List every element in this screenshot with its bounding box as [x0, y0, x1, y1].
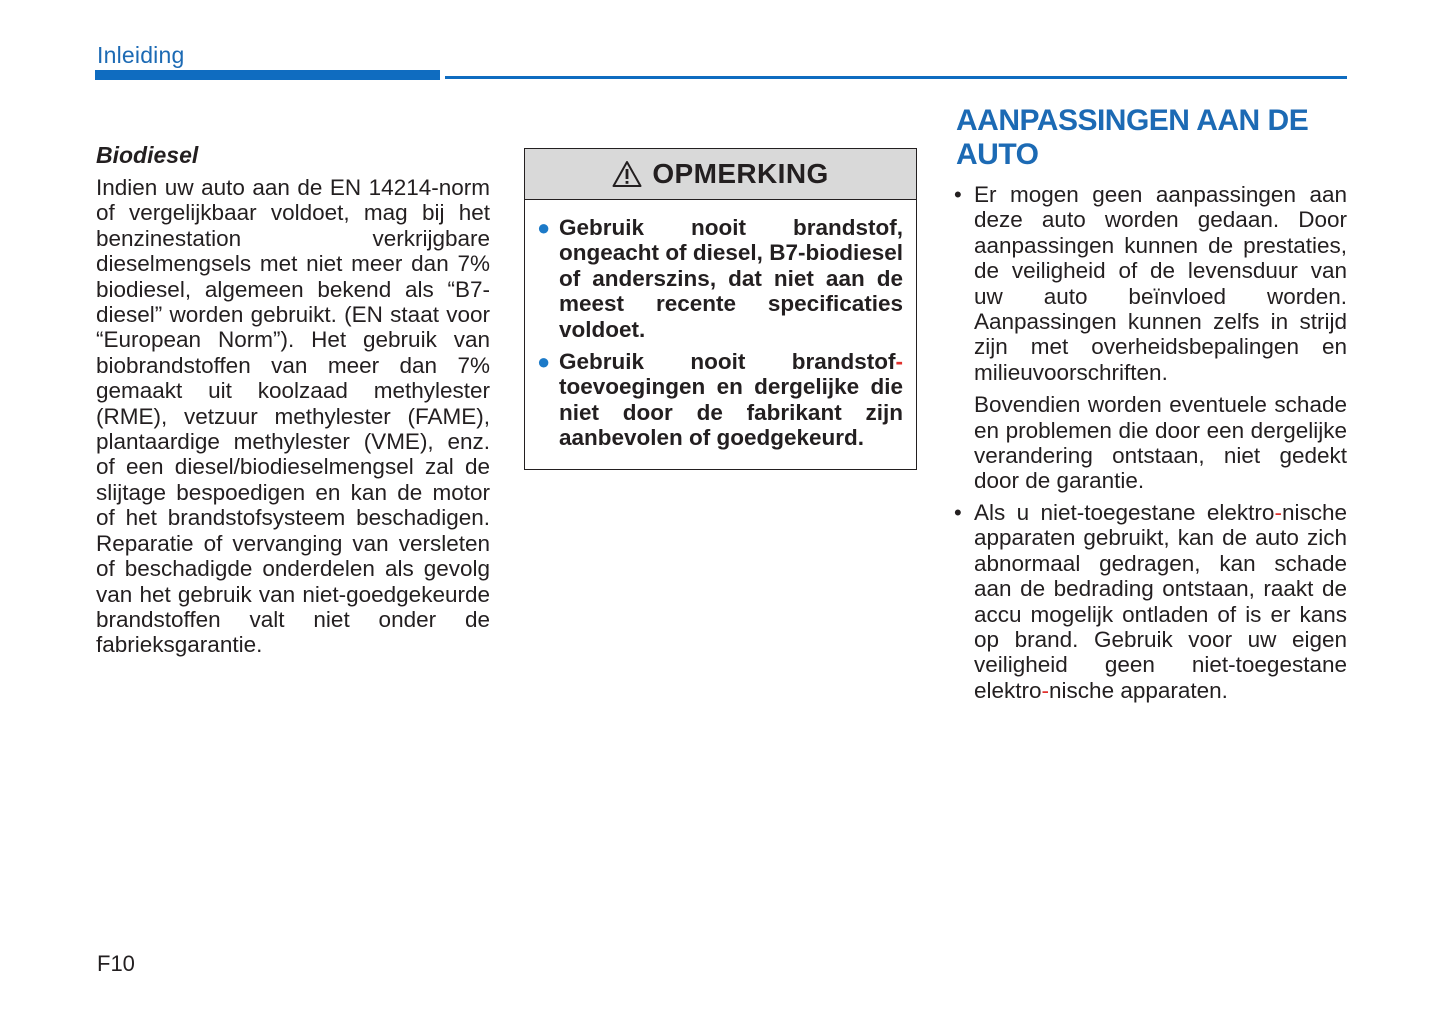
notice-item	[537, 215, 903, 342]
warning-icon	[612, 160, 642, 188]
biodiesel-column	[96, 141, 490, 658]
page-number: F10	[97, 951, 135, 976]
list-item-paragraph: Er mogen geen aanpassingen aan deze auto worden gedaan. Door aanpassingen kunnen de prestaties, de veiligheid of de levensduur van uw auto beïnvloed worden. Aanpassingen kunnen zelfs in strijd zijn met overheidsbepalingen en milieuvoorschriften.	[974, 182, 1347, 385]
notice-item-text: Gebruik nooit brandstof, ongeacht of diesel, B7-biodiesel of anderszins, dat niet aan de meest recente specificaties voldoet.	[559, 215, 903, 342]
header-rule	[445, 76, 1347, 79]
notice-title: OPMERKING	[652, 158, 829, 189]
notice-body	[525, 200, 916, 451]
list-item-paragraph: Als u niet-toegestane elektro-nische apparaten gebruikt, kan de auto zich abnormaal gedragen, kan schade aan de bedrading ontstaan, raakt de accu mogelijk ontladen of is er kans op brand. Gebruik voor uw eigen veiligheid geen niet-toegestane elektro-nische apparaten.	[974, 499, 1347, 703]
list-item-body	[974, 500, 1347, 703]
list-item	[954, 500, 1347, 703]
list-item-body	[974, 182, 1347, 494]
biodiesel-heading: Biodiesel	[96, 142, 199, 168]
modifications-column	[954, 104, 1347, 709]
section-header: Inleiding	[97, 42, 185, 68]
header-bar-thick	[95, 70, 440, 80]
biodiesel-paragraph: Indien uw auto aan de EN 14214-norm of vergelijkbaar voldoet, mag bij het benzinestation verkrijgbare dieselmengsels met niet meer dan 7% biodiesel, algemeen bekend als “B7-diesel” worden gebruikt. (EN staat voor “European Norm”). Het gebruik van biobrandstoffen van meer dan 7% gemaakt uit koolzaad methylester (RME), vetzuur methylester (FAME), plantaardige methylester (VME), enz. of een diesel/biodieselmengsel zal de slijtage bespoedigen en kan de motor of het brandstofsysteem beschadigen. Reparatie of vervanging van versleten of beschadigde onderdelen als gevolg van het gebruik van niet-goedgekeurde brandstoffen valt niet onder de fabrieksgarantie.	[96, 175, 490, 658]
notice-box	[524, 148, 917, 470]
bullet: •	[954, 499, 962, 525]
section-title: AANPASSINGEN AAN DE AUTO	[956, 104, 1309, 171]
bullet: •	[954, 182, 962, 207]
bullet-dot: ●	[537, 215, 551, 240]
notice-header	[525, 149, 916, 200]
bullet-dot: ●	[537, 349, 551, 375]
list-item	[954, 182, 1347, 494]
notice-item-text: Gebruik nooit brandstof-toevoegingen en dergelijke die niet door de fabrikant zijn aanbevolen of goedgekeurd.	[559, 349, 903, 451]
notice-item	[537, 349, 903, 451]
list-item-paragraph: Bovendien worden eventuele schade en problemen die door een dergelijke verandering ontstaan, niet gedekt door de garantie.	[974, 392, 1347, 494]
